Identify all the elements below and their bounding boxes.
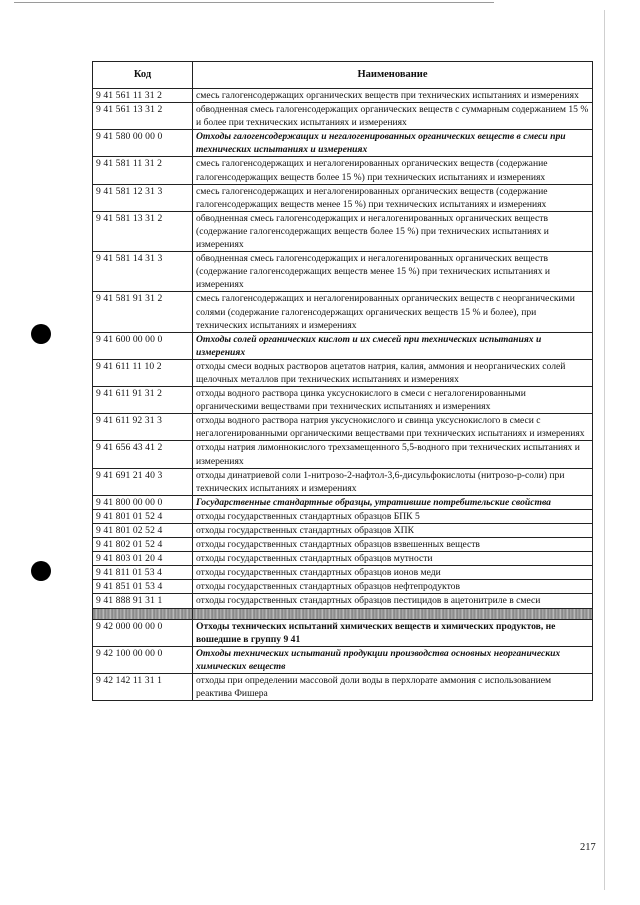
row-name: отходы государственных стандартных образцов БПК 5: [193, 509, 593, 523]
row-name: отходы водного раствора цинка уксуснокислого в смеси с негалогенированными органическими веществами при технических испытаниях и измерениях: [193, 387, 593, 414]
table-row: [93, 89, 593, 103]
table-row: [93, 292, 593, 332]
table-row: [93, 387, 593, 414]
table-group-row: [93, 646, 593, 673]
table-group-row: [93, 130, 593, 157]
row-name: отходы государственных стандартных образцов пестицидов в ацетонитриле в смеси: [193, 594, 593, 608]
table-row: [93, 566, 593, 580]
table-row: [93, 441, 593, 468]
row-name: обводненная смесь галогенсодержащих и негалогенированных органических веществ (содержание галогенсодержащих веществ более 15 %) при технических испытаниях и измерениях: [193, 211, 593, 251]
row-code: 9 41 656 43 41 2: [93, 441, 193, 468]
scan-edge-line-right: [604, 10, 605, 890]
punch-hole: [31, 561, 51, 581]
punch-hole: [31, 324, 51, 344]
row-name: смесь галогенсодержащих и негалогенированных органических веществ (содержание галогенсодержащих веществ более 15 %) при технических испытаниях и измерениях: [193, 157, 593, 184]
row-name: отходы динатриевой соли 1-нитрозо-2-нафтол-3,6-дисульфокислоты (нитрозо-р-соли) при технических испытаниях и измерениях: [193, 468, 593, 495]
row-code: 9 41 801 01 52 4: [93, 509, 193, 523]
row-name: отходы государственных стандартных образцов взвешенных веществ: [193, 538, 593, 552]
row-code: 9 41 581 91 31 2: [93, 292, 193, 332]
row-name: смесь галогенсодержащих и негалогенированных органических веществ (содержание галогенсодержащих веществ менее 15 %) при технических испытаниях и измерениях: [193, 184, 593, 211]
row-name: отходы при определении массовой доли воды в перхлорате аммония с использованием реактива Фишера: [193, 673, 593, 700]
row-name: отходы государственных стандартных образцов нефтепродуктов: [193, 580, 593, 594]
scan-smudge: [193, 608, 593, 619]
row-code: 9 41 801 02 52 4: [93, 524, 193, 538]
row-code: 9 41 851 01 53 4: [93, 580, 193, 594]
table-row: [93, 252, 593, 292]
row-code: 9 41 803 01 20 4: [93, 552, 193, 566]
table-row: [93, 103, 593, 130]
row-name: Отходы технических испытаний химических веществ и химических продуктов, не вошедшие в группу 9 41: [193, 619, 593, 646]
table-group-row: [93, 332, 593, 359]
row-name: обводненная смесь галогенсодержащих органических веществ с суммарным содержанием 15 % и более при технических испытаниях и измерениях: [193, 103, 593, 130]
waste-classifier-table: [92, 61, 593, 701]
row-code: 9 41 561 11 31 2: [93, 89, 193, 103]
table-row: [93, 468, 593, 495]
row-code: 9 41 580 00 00 0: [93, 130, 193, 157]
row-name: Отходы технических испытаний продукции производства основных неорганических химических веществ: [193, 646, 593, 673]
row-code: 9 41 611 91 31 2: [93, 387, 193, 414]
column-header-code: Код: [93, 62, 193, 89]
row-code: 9 41 581 13 31 2: [93, 211, 193, 251]
table-row: [93, 157, 593, 184]
scan-smudge-row: [93, 608, 593, 619]
table-header-row: [93, 62, 593, 89]
table-row: [93, 524, 593, 538]
row-code: 9 41 611 92 31 3: [93, 414, 193, 441]
row-code: 9 41 581 11 31 2: [93, 157, 193, 184]
row-code: 9 41 600 00 00 0: [93, 332, 193, 359]
scan-smudge: [93, 608, 193, 619]
column-header-name: Наименование: [193, 62, 593, 89]
table-row: [93, 414, 593, 441]
table-row: [93, 509, 593, 523]
row-code: 9 41 581 14 31 3: [93, 252, 193, 292]
row-name: отходы водного раствора натрия уксуснокислого и свинца уксуснокислого в смеси с негалогенированными органическими веществами при технических испытаниях и измерениях: [193, 414, 593, 441]
row-code: 9 41 611 11 10 2: [93, 359, 193, 386]
row-name: отходы государственных стандартных образцов ХПК: [193, 524, 593, 538]
row-name: отходы смеси водных растворов ацетатов натрия, калия, аммония и неорганических солей щелочных металлов при технических испытаниях и измерениях: [193, 359, 593, 386]
table-row: [93, 359, 593, 386]
table-row: [93, 211, 593, 251]
row-code: 9 42 100 00 00 0: [93, 646, 193, 673]
row-code: 9 41 888 91 31 1: [93, 594, 193, 608]
table-row: [93, 552, 593, 566]
row-code: 9 41 691 21 40 3: [93, 468, 193, 495]
row-name: Отходы галогенсодержащих и негалогенированных органических веществ в смеси при технических испытаниях и измерениях: [193, 130, 593, 157]
table-group-row: [93, 619, 593, 646]
table-row: [93, 594, 593, 608]
table-row: [93, 184, 593, 211]
row-name: отходы натрия лимоннокислого трехзамещенного 5,5-водного при технических испытаниях и измерениях: [193, 441, 593, 468]
row-code: 9 41 802 01 52 4: [93, 538, 193, 552]
row-code: 9 42 142 11 31 1: [93, 673, 193, 700]
table-group-row: [93, 495, 593, 509]
scan-edge-line: [14, 2, 494, 3]
table-row: [93, 538, 593, 552]
row-name: обводненная смесь галогенсодержащих и негалогенированных органических веществ (содержание галогенсодержащих веществ менее 15 %) при технических испытаниях и измерениях: [193, 252, 593, 292]
row-code: 9 41 800 00 00 0: [93, 495, 193, 509]
row-name: Государственные стандартные образцы, утратившие потребительские свойства: [193, 495, 593, 509]
table-row: [93, 673, 593, 700]
row-name: Отходы солей органических кислот и их смесей при технических испытаниях и измерениях: [193, 332, 593, 359]
row-code: 9 41 561 13 31 2: [93, 103, 193, 130]
row-name: смесь галогенсодержащих и негалогенированных органических веществ с неорганическими солями (содержание галогенсодержащих органических веществ 15 % и более), при технических испытаниях и измерениях: [193, 292, 593, 332]
row-name: смесь галогенсодержащих органических веществ при технических испытаниях и измерениях: [193, 89, 593, 103]
page-number: 217: [580, 842, 596, 853]
row-code: 9 41 581 12 31 3: [93, 184, 193, 211]
table-row: [93, 580, 593, 594]
row-code: 9 41 811 01 53 4: [93, 566, 193, 580]
row-name: отходы государственных стандартных образцов ионов меди: [193, 566, 593, 580]
row-name: отходы государственных стандартных образцов мутности: [193, 552, 593, 566]
row-code: 9 42 000 00 00 0: [93, 619, 193, 646]
